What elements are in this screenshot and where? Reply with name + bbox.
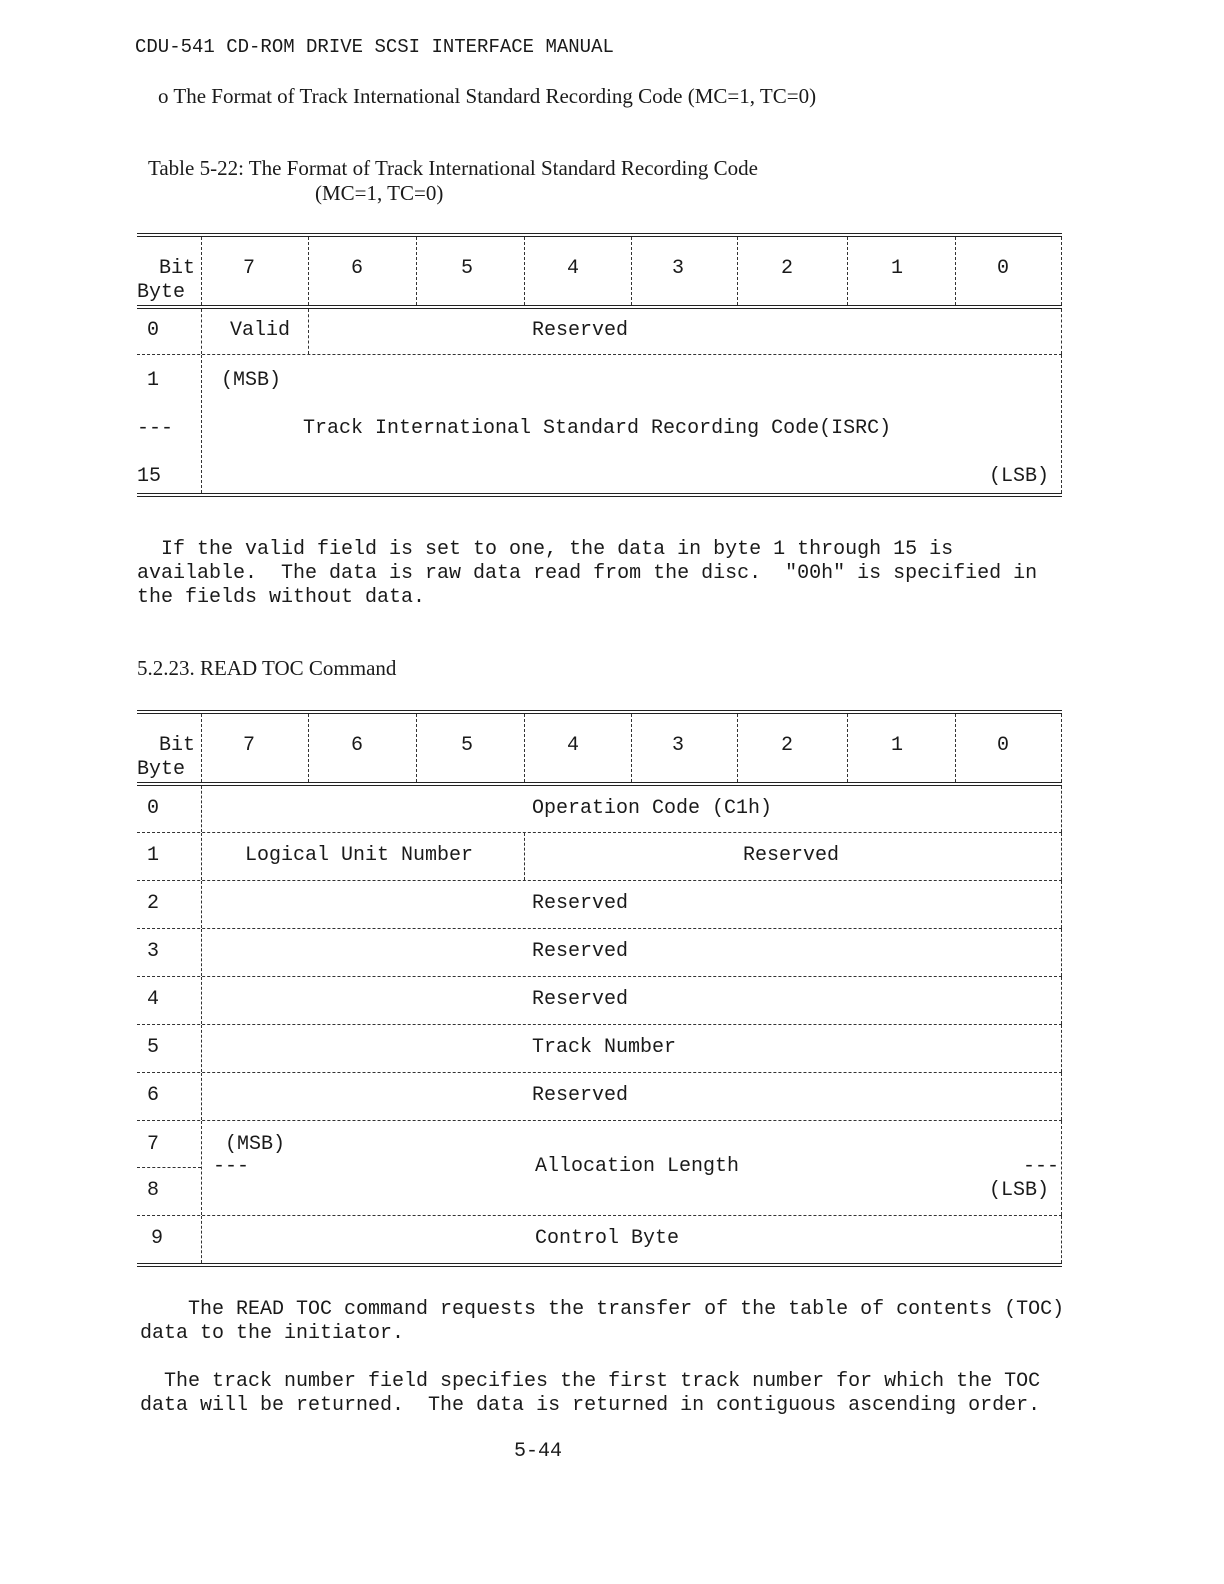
paragraph: If the valid field is set to one, the data in byte 1 through 15 is [161, 538, 954, 561]
bit-5: 5 [460, 734, 474, 757]
byte-number: 9 [151, 1227, 164, 1250]
msb-label: (MSB) [225, 1133, 286, 1156]
paragraph: data to the initiator. [140, 1322, 405, 1345]
byte-number: 0 [147, 797, 160, 820]
isrc-format-table [137, 233, 1062, 497]
track-number-field: Track Number [532, 1036, 677, 1059]
byte-5-row [137, 1025, 1062, 1073]
section-title: 5.2.23. READ TOC Command [137, 656, 397, 680]
reserved-field: Reserved [532, 988, 629, 1011]
msb-label: (MSB) [221, 369, 282, 392]
bit-header-row [137, 237, 1062, 309]
byte-number: 1 [147, 369, 160, 392]
byte-range-dashes: --- [137, 417, 174, 440]
bit-5: 5 [460, 257, 474, 280]
allocation-length-field: Allocation Length [535, 1155, 740, 1178]
bit-4: 4 [566, 257, 580, 280]
reserved-field: Reserved [743, 844, 840, 867]
byte-number: 6 [147, 1084, 160, 1107]
byte-number: 8 [147, 1179, 160, 1202]
bit-7: 7 [242, 734, 256, 757]
logical-unit-number-field: Logical Unit Number [245, 844, 474, 867]
byte-label: Byte [137, 758, 186, 781]
bit-4: 4 [566, 734, 580, 757]
byte-number: 3 [147, 940, 160, 963]
byte-number: 4 [147, 988, 160, 1011]
control-byte-field: Control Byte [535, 1227, 680, 1250]
isrc-field: Track International Standard Recording Code(ISRC) [303, 417, 892, 440]
paragraph: The READ TOC command requests the transfer of the table of contents (TOC) [188, 1298, 1065, 1321]
table-caption-cont: (MC=1, TC=0) [315, 181, 444, 205]
lsb-dashes: --- [1023, 1155, 1060, 1178]
lsb-label: (LSB) [989, 465, 1050, 488]
bit-0: 0 [996, 257, 1010, 280]
byte-4-row [137, 977, 1062, 1025]
bit-label: Bit [159, 734, 196, 757]
byte-1-15-row [137, 355, 1062, 493]
bit-2: 2 [780, 257, 794, 280]
page-number: 5-44 [514, 1440, 563, 1463]
running-header: CDU-541 CD-ROM DRIVE SCSI INTERFACE MANUAL [135, 36, 614, 58]
byte-number: 7 [147, 1133, 160, 1156]
reserved-field: Reserved [532, 892, 629, 915]
byte-2-row [137, 881, 1062, 929]
paragraph: available. The data is raw data read from the disc. "00h" is specified in [137, 562, 1038, 585]
section-heading: o The Format of Track International Standard Recording Code (MC=1, TC=0) [158, 84, 817, 108]
table-caption: Table 5-22: The Format of Track International Standard Recording Code [148, 156, 758, 180]
byte-0-row [137, 309, 1062, 355]
paragraph: data will be returned. The data is returned in contiguous ascending order. [140, 1394, 1041, 1417]
reserved-field: Reserved [532, 1084, 629, 1107]
bit-6: 6 [350, 734, 364, 757]
byte-number: 0 [147, 319, 160, 342]
reserved-field: Reserved [532, 940, 629, 963]
operation-code-field: Operation Code (C1h) [532, 797, 773, 820]
byte-number: 1 [147, 844, 160, 867]
read-toc-cdb-table [137, 710, 1062, 1267]
bit-6: 6 [350, 257, 364, 280]
bit-0: 0 [996, 734, 1010, 757]
lsb-label: (LSB) [989, 1179, 1050, 1202]
byte-9-row [137, 1216, 1062, 1263]
valid-field: Valid [230, 319, 291, 342]
byte-0-row [137, 786, 1062, 833]
bit-label: Bit [159, 257, 196, 280]
bit-1: 1 [890, 734, 904, 757]
byte-7-8-row [137, 1121, 1062, 1216]
bit-3: 3 [671, 734, 685, 757]
byte-number: 15 [137, 465, 162, 488]
bit-2: 2 [780, 734, 794, 757]
bit-3: 3 [671, 257, 685, 280]
bit-7: 7 [242, 257, 256, 280]
bit-1: 1 [890, 257, 904, 280]
byte-6-row [137, 1073, 1062, 1121]
byte-3-row [137, 929, 1062, 977]
byte-number: 5 [147, 1036, 160, 1059]
msb-dashes: --- [213, 1155, 250, 1178]
paragraph: The track number field specifies the first track number for which the TOC [164, 1370, 1041, 1393]
paragraph: the fields without data. [137, 586, 426, 609]
byte-label: Byte [137, 281, 186, 304]
byte-1-row [137, 833, 1062, 881]
byte-number: 2 [147, 892, 160, 915]
reserved-field: Reserved [532, 319, 629, 342]
bit-header-row [137, 714, 1062, 786]
